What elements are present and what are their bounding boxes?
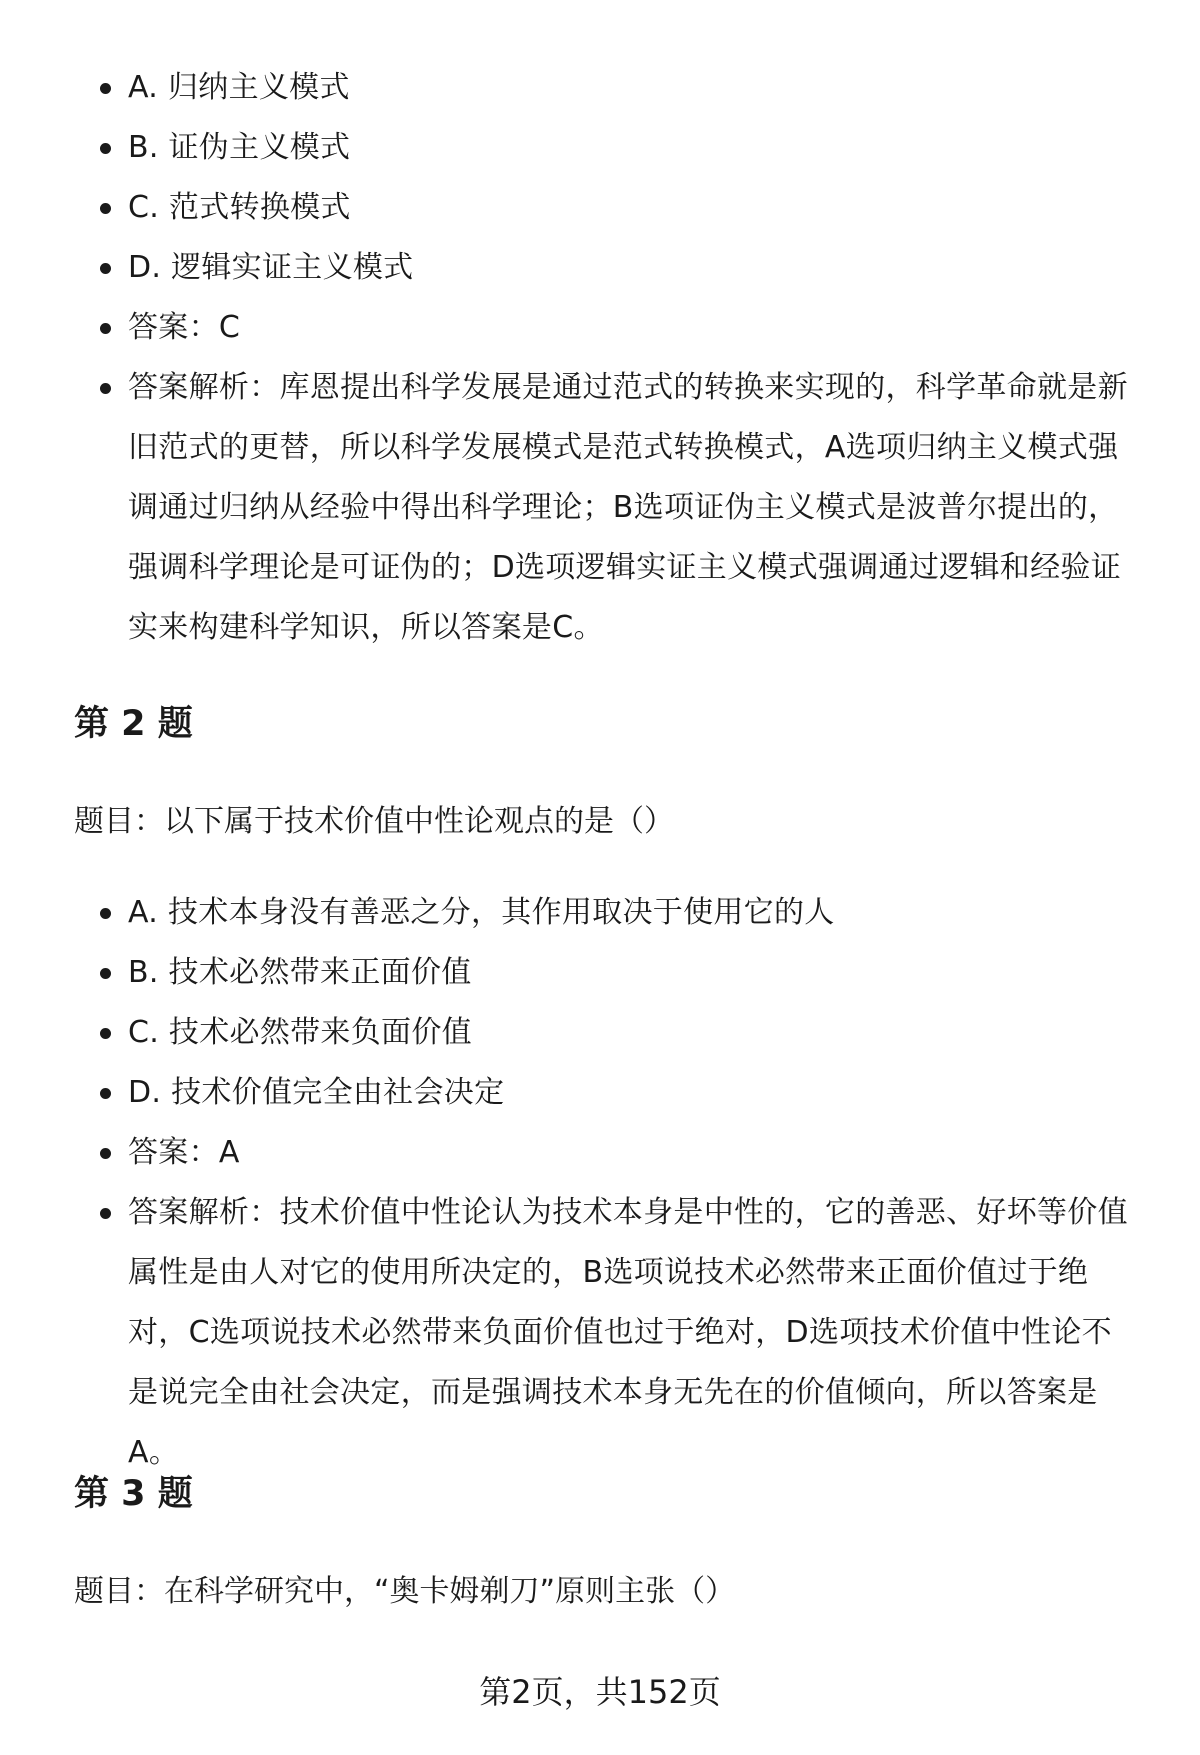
q1-option-c-text: C. 范式转换模式 (128, 190, 351, 225)
q2-option-d (0, 1063, 1200, 1123)
q1-option-b (0, 118, 1200, 178)
bullet-icon (100, 908, 111, 919)
q1-option-c (0, 178, 1200, 238)
q3-stem: 题目：在科学研究中，“奥卡姆剃刀”原则主张（） (74, 1574, 736, 1609)
q1-option-d-text: D. 逻辑实证主义模式 (128, 250, 414, 285)
q2-analysis (0, 1183, 1200, 1483)
q2-option-a (0, 883, 1200, 943)
q1-answer-text: 答案：C (128, 310, 241, 345)
q1-analysis (0, 358, 1200, 658)
q2-option-b (0, 943, 1200, 1003)
q2-option-b-text: B. 技术必然带来正面价值 (128, 955, 472, 990)
q2-stem: 题目：以下属于技术价值中性论观点的是（） (74, 804, 674, 839)
bullet-icon (100, 1148, 111, 1159)
q3-heading: 第 3 题 (74, 1474, 193, 1514)
q1-option-a-text: A. 归纳主义模式 (128, 70, 350, 105)
bullet-icon (100, 143, 111, 154)
bullet-icon (100, 263, 111, 274)
bullet-icon (100, 1208, 111, 1219)
bullet-icon (100, 1028, 111, 1039)
q2-analysis-text: 答案解析：技术价值中性论认为技术本身是中性的，它的善恶、好坏等价值属性是由人对它的使用所决定的，B选项说技术必然带来正面价值过于绝对，C选项说技术必然带来负面价值也过于绝对，D选项技术价值中性论不是说完全由社会决定，而是强调技术本身无先在的价值倾向，所以答案是A。 (128, 1195, 1128, 1470)
q2-option-list (0, 883, 1200, 1483)
q2-answer-text: 答案：A (128, 1135, 240, 1170)
bullet-icon (100, 1088, 111, 1099)
q1-answer (0, 298, 1200, 358)
q1-option-a (0, 58, 1200, 118)
page-number: 第2页，共152页 (479, 1673, 721, 1711)
q2-option-c (0, 1003, 1200, 1063)
q1-option-b-text: B. 证伪主义模式 (128, 130, 351, 165)
bullet-icon (100, 383, 111, 394)
q2-answer (0, 1123, 1200, 1183)
bullet-icon (100, 323, 111, 334)
q2-heading: 第 2 题 (74, 704, 193, 744)
q1-option-d (0, 238, 1200, 298)
q2-option-c-text: C. 技术必然带来负面价值 (128, 1015, 472, 1050)
q1-analysis-text: 答案解析：库恩提出科学发展是通过范式的转换来实现的，科学革命就是新旧范式的更替，所以科学发展模式是范式转换模式，A选项归纳主义模式强调通过归纳从经验中得出科学理论；B选项证伪主义模式是波普尔提出的，强调科学理论是可证伪的；D选项逻辑实证主义模式强调通过逻辑和经验证实来构建科学知识，所以答案是C。 (128, 370, 1128, 645)
q2-option-d-text: D. 技术价值完全由社会决定 (128, 1075, 505, 1110)
bullet-icon (100, 83, 111, 94)
q2-option-a-text: A. 技术本身没有善恶之分，其作用取决于使用它的人 (128, 895, 835, 930)
q1-option-list (0, 58, 1200, 658)
bullet-icon (100, 203, 111, 214)
bullet-icon (100, 968, 111, 979)
